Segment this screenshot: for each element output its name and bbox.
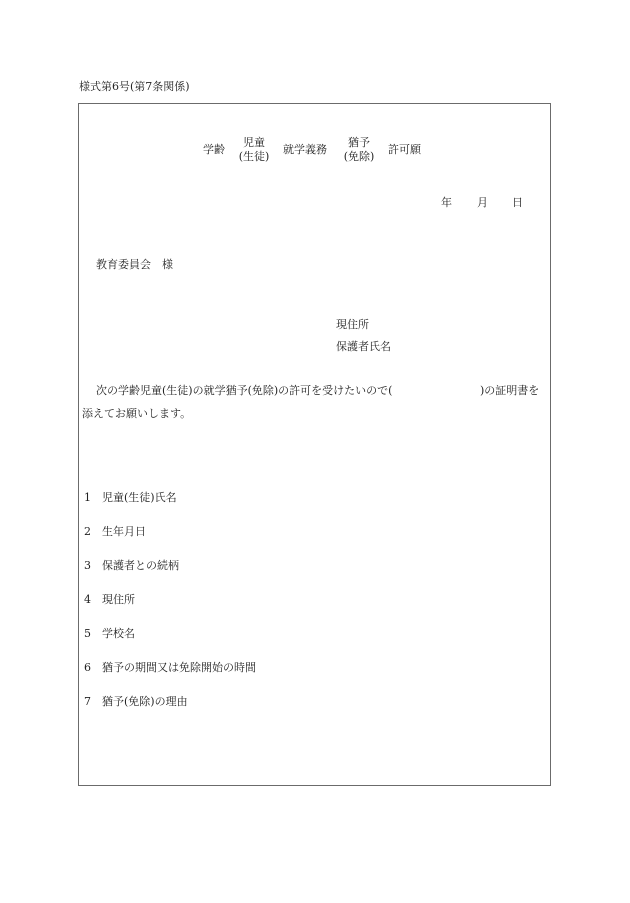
title-jidou-seito [236,136,272,164]
title-yuyo: 猶予 [348,136,370,149]
title-shugaku-gimu: 就学義務 [283,143,327,156]
item-6-label: 猶予の期間又は免除開始の時間 [102,661,256,674]
title-kyoka-negai: 許可願 [388,143,421,156]
form-number-label: 様式第6号(第7条関係) [79,80,190,93]
item-1-number: 1 [84,491,91,504]
body-line1-suffix: )の証明書を [480,384,540,397]
item-3-label: 保護者との続柄 [102,559,179,572]
item-1-label: 児童(生徒)氏名 [102,491,177,504]
item-5-number: 5 [84,627,91,640]
addressee: 教育委員会 様 [96,258,173,271]
item-2-number: 2 [84,525,91,538]
body-line1-prefix: 次の学齢児童(生徒)の就学猶予(免除)の許可を受けたいので( [96,384,393,397]
item-5-label: 学校名 [102,627,135,640]
item-4-label: 現住所 [102,593,135,606]
applicant-address-label: 現住所 [336,318,369,331]
title-jidou: 児童 [243,136,265,149]
title-gakurei: 学齢 [203,143,225,156]
item-3-number: 3 [84,559,91,572]
date-month-field[interactable]: 月 [477,196,488,209]
item-7-label: 猶予(免除)の理由 [102,695,188,708]
item-4-number: 4 [84,593,91,606]
title-menjo: (免除) [343,150,375,163]
title-seito: (生徒) [238,150,270,163]
item-2-label: 生年月日 [102,525,146,538]
title-yuyo-menjo [340,136,378,164]
applicant-name-label: 保護者氏名 [336,340,391,353]
date-day-field[interactable]: 日 [512,196,523,209]
item-6-number: 6 [84,661,91,674]
date-year-field[interactable]: 年 [441,196,452,209]
item-7-number: 7 [84,695,91,708]
body-line2: 添えてお願いします。 [82,407,192,420]
